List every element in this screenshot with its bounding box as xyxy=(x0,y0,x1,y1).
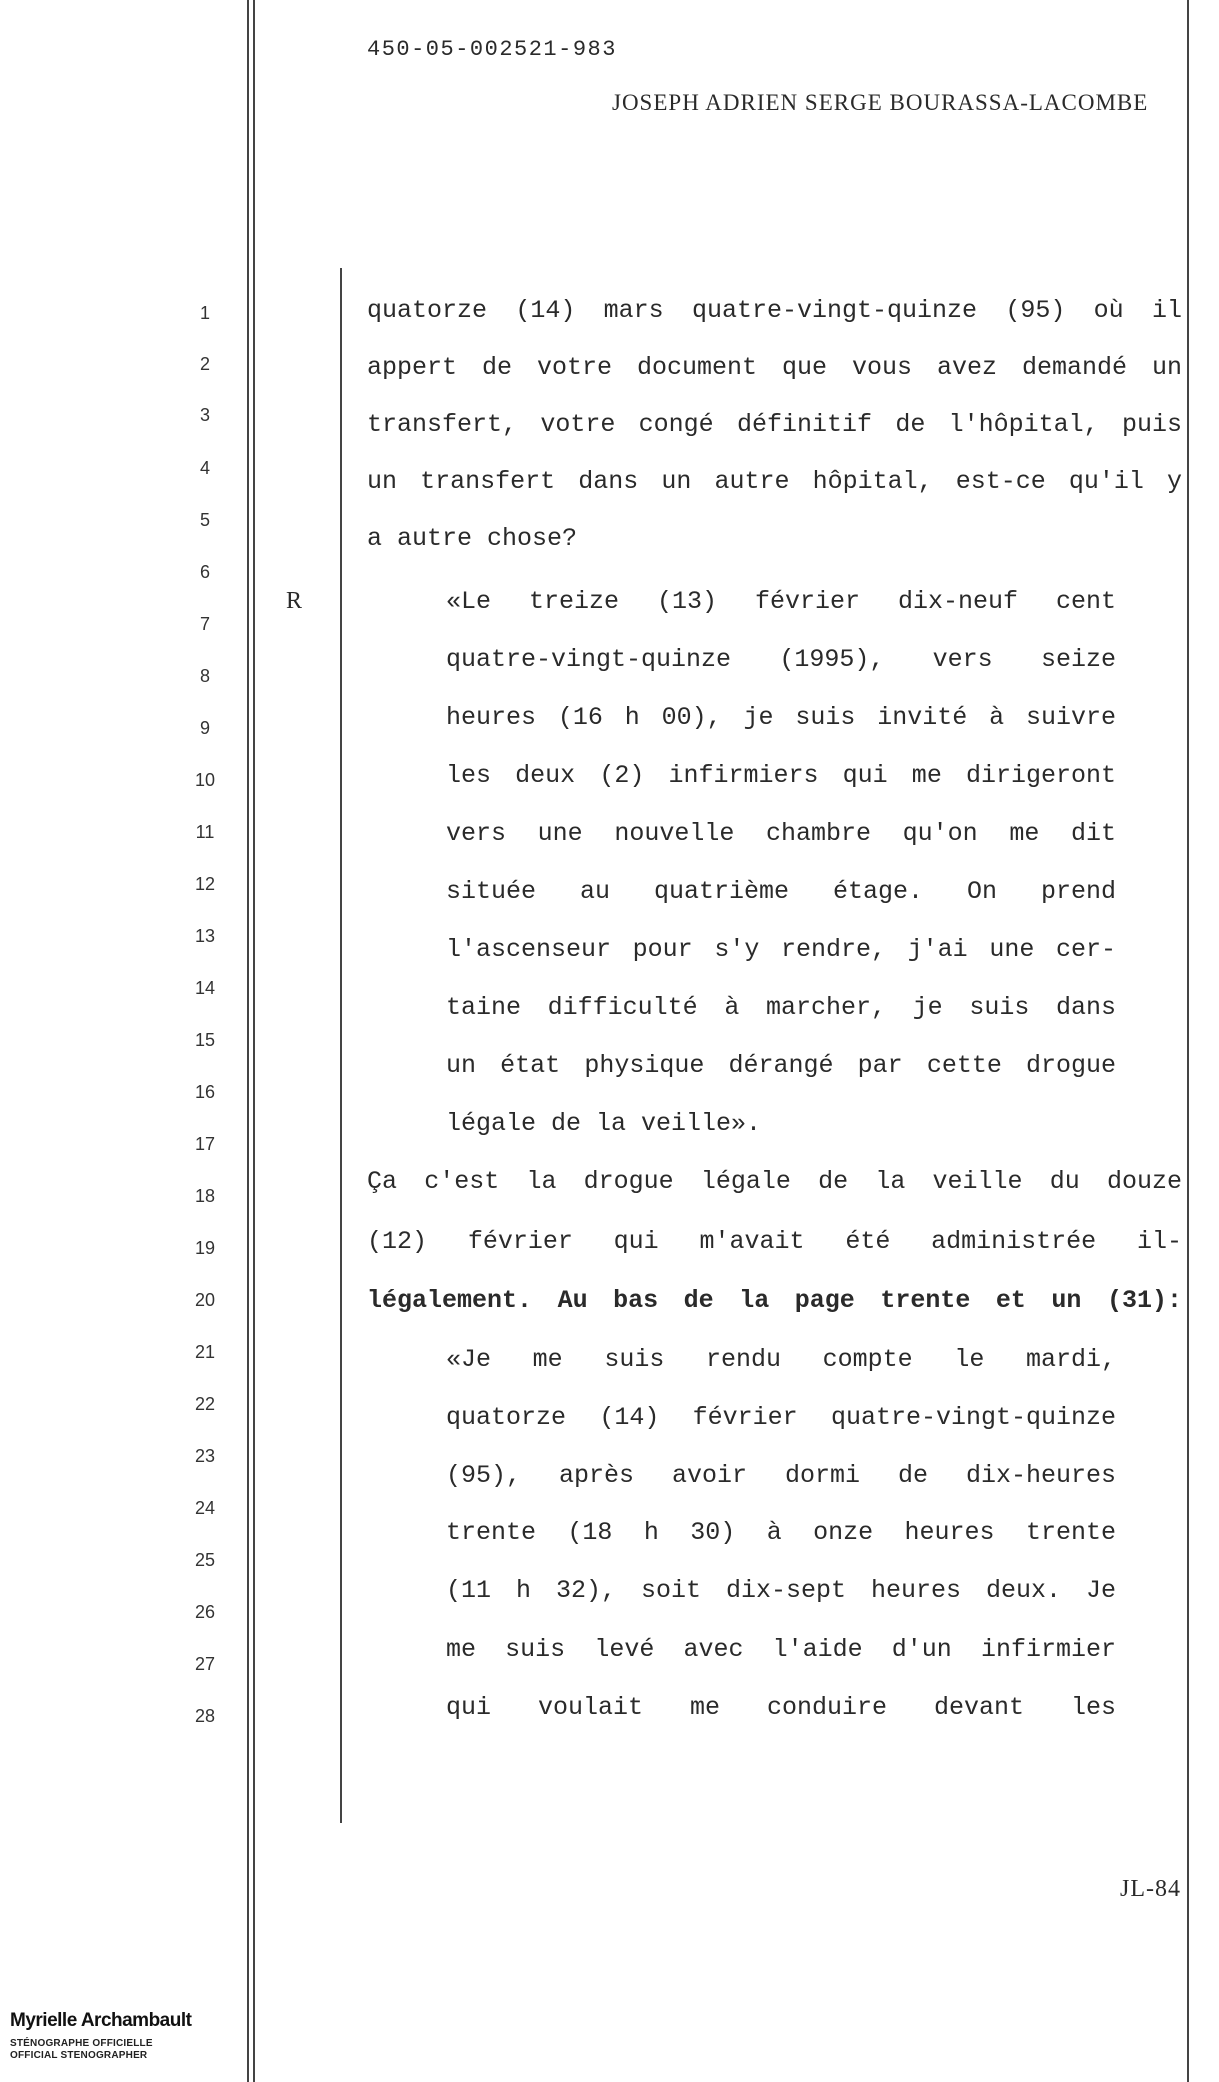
line-number: 16 xyxy=(194,1082,216,1102)
line-number: 17 xyxy=(194,1134,216,1154)
page-identifier: JL-84 xyxy=(1120,1876,1181,1902)
line-number: 15 xyxy=(194,1030,216,1050)
transcript-line: quatorze (14) février quatre-vingt-quinze xyxy=(446,1403,1116,1432)
line-number: 6 xyxy=(199,562,210,582)
case-number: 450-05-002521-983 xyxy=(367,37,617,62)
transcript-line: vers une nouvelle chambre qu'on me dit xyxy=(446,819,1116,848)
transcript-line: (95), après avoir dormi de dix-heures xyxy=(446,1461,1116,1490)
line-number: 7 xyxy=(199,614,210,634)
stenographer-title-fr: STÉNOGRAPHE OFFICIELLE xyxy=(10,2038,153,2049)
transcript-line: «Le treize (13) février dix-neuf cent xyxy=(446,587,1116,616)
transcript-line: un état physique dérangé par cette drogue xyxy=(446,1051,1116,1080)
line-number: 5 xyxy=(199,510,210,530)
transcript-line: heures (16 h 00), je suis invité à suivre xyxy=(446,703,1116,732)
transcript-line: quatre-vingt-quinze (1995), vers seize xyxy=(446,645,1116,674)
transcript-line: l'ascenseur pour s'y rendre, j'ai une cer- xyxy=(446,935,1116,964)
line-number: 18 xyxy=(194,1186,216,1206)
transcript-line: a autre chose? xyxy=(367,524,578,553)
transcript-line: appert de votre document que vous avez demandé un xyxy=(367,353,1182,382)
line-number: 12 xyxy=(194,874,216,894)
transcript-line: un transfert dans un autre hôpital, est-ce qu'il y xyxy=(367,467,1182,496)
line-number: 20 xyxy=(194,1290,216,1310)
speaker-marker: R xyxy=(286,588,303,614)
line-number: 2 xyxy=(199,354,210,374)
transcript-line: trente (18 h 30) à onze heures trente xyxy=(446,1518,1116,1547)
line-number: 27 xyxy=(194,1654,216,1674)
line-number: 19 xyxy=(194,1238,216,1258)
line-number: 1 xyxy=(199,303,210,323)
line-number: 13 xyxy=(194,926,216,946)
transcript-line: transfert, votre congé définitif de l'hôpital, puis xyxy=(367,410,1182,439)
line-number: 21 xyxy=(194,1342,216,1362)
line-number: 26 xyxy=(194,1602,216,1622)
line-number: 3 xyxy=(199,405,210,425)
transcript-line: me suis levé avec l'aide d'un infirmier xyxy=(446,1635,1116,1664)
transcript-line: (12) février qui m'avait été administrée il- xyxy=(367,1227,1182,1256)
line-number: 10 xyxy=(194,770,216,790)
line-number: 4 xyxy=(199,458,210,478)
transcript-line: (11 h 32), soit dix-sept heures deux. Je xyxy=(446,1576,1116,1605)
transcript-line: légale de la veille». xyxy=(446,1109,762,1138)
transcript-line: les deux (2) infirmiers qui me dirigeront xyxy=(446,761,1116,790)
transcript-line: qui voulait me conduire devant les xyxy=(446,1693,1116,1722)
stenographer-name: Myrielle Archambault xyxy=(10,2010,192,2031)
transcript-line: légalement. Au bas de la page trente et un (31): xyxy=(367,1286,1182,1315)
line-number: 11 xyxy=(195,822,215,842)
line-number: 22 xyxy=(194,1394,216,1414)
line-number: 9 xyxy=(199,718,210,738)
line-number: 28 xyxy=(194,1706,216,1726)
transcript-line: Ça c'est la drogue légale de la veille du douze xyxy=(367,1167,1182,1196)
transcript-line: «Je me suis rendu compte le mardi, xyxy=(446,1345,1116,1374)
transcript-line: située au quatrième étage. On prend xyxy=(446,877,1116,906)
line-number: 24 xyxy=(194,1498,216,1518)
line-number: 14 xyxy=(194,978,216,998)
stenographer-logo xyxy=(10,2010,220,2062)
witness-name: JOSEPH ADRIEN SERGE BOURASSA-LACOMBE xyxy=(612,90,1149,115)
stenographer-title-en: OFFICIAL STENOGRAPHER xyxy=(10,2050,148,2061)
line-number: 23 xyxy=(194,1446,216,1466)
line-number: 8 xyxy=(199,666,210,686)
line-number: 25 xyxy=(194,1550,216,1570)
transcript-line: quatorze (14) mars quatre-vingt-quinze (95) où il xyxy=(367,296,1182,325)
transcript-line: taine difficulté à marcher, je suis dans xyxy=(446,993,1116,1022)
